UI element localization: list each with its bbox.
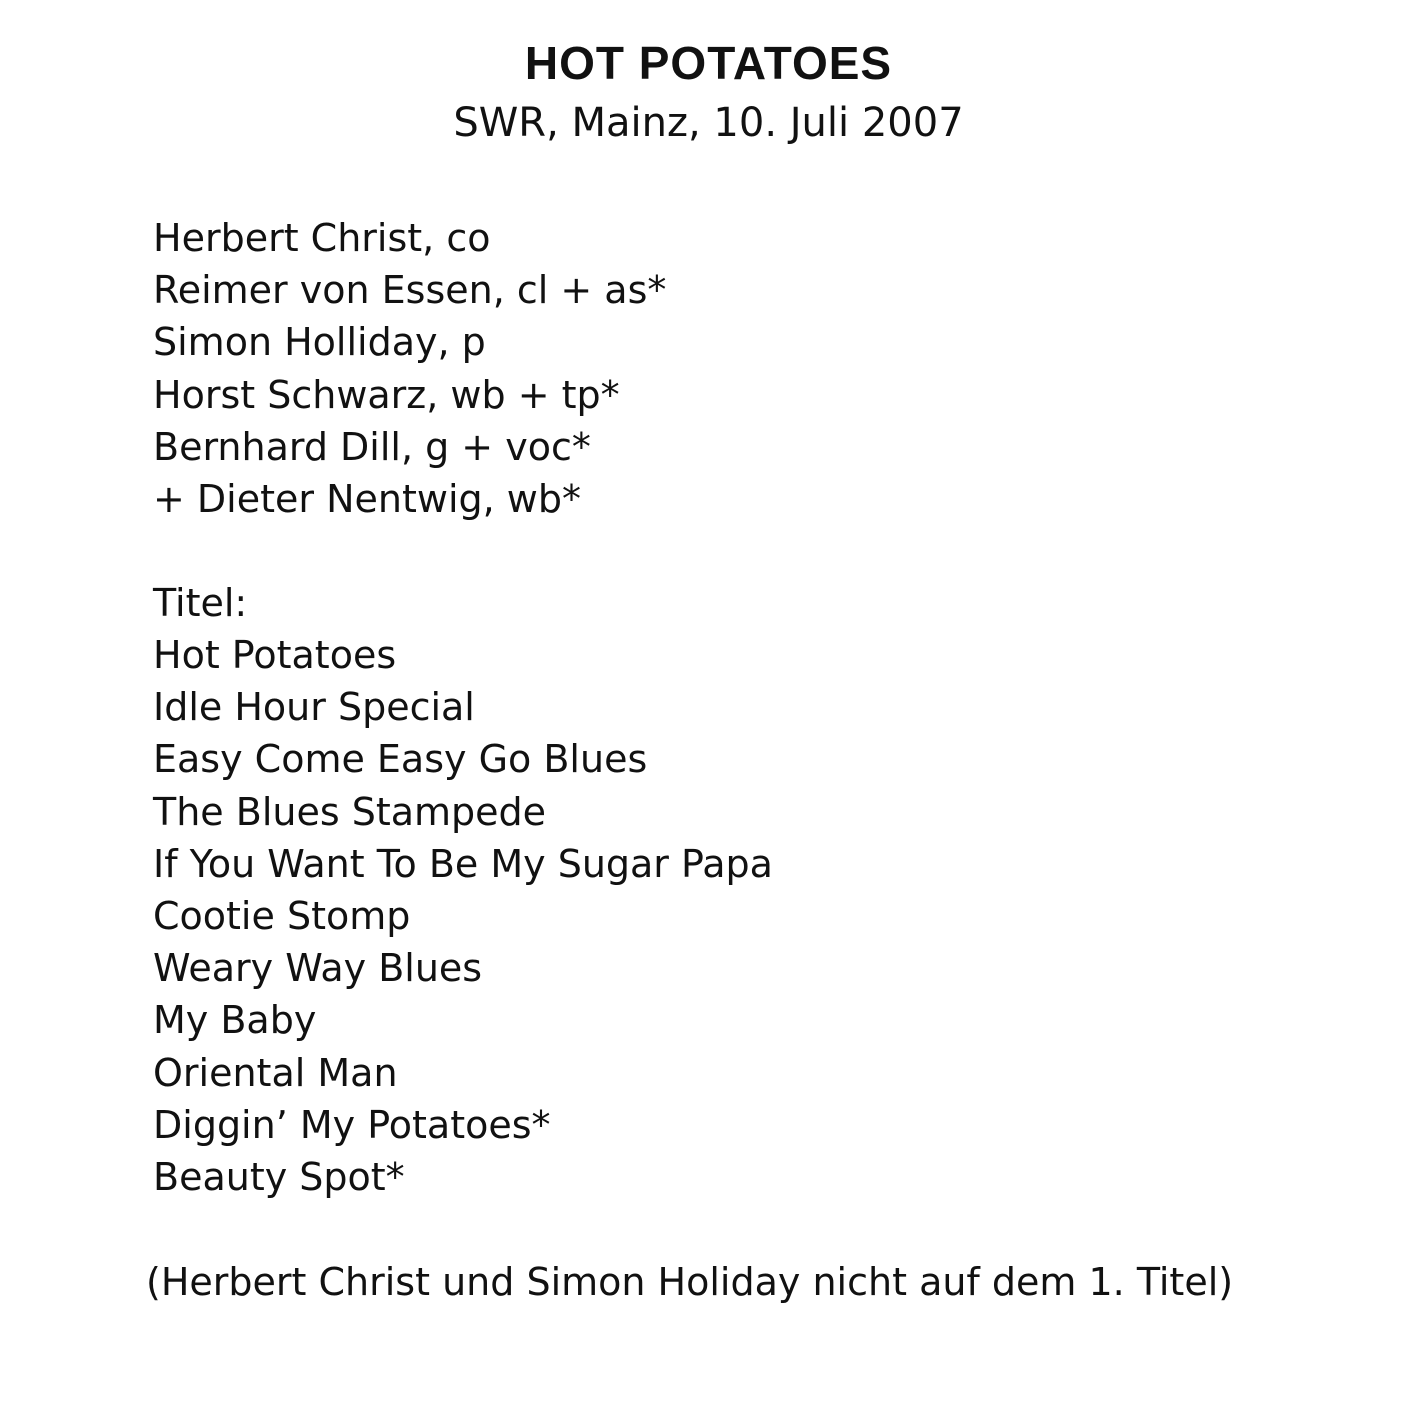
track-list bbox=[153, 629, 773, 1203]
track-item: Easy Come Easy Go Blues bbox=[153, 737, 648, 782]
musician-item: Horst Schwarz, wb + tp* bbox=[153, 372, 620, 417]
track-item: Beauty Spot* bbox=[153, 1155, 405, 1200]
session-subtitle: SWR, Mainz, 10. Juli 2007 bbox=[453, 100, 964, 146]
track-item: Diggin’ My Potatoes* bbox=[153, 1102, 551, 1147]
musician-item: Herbert Christ, co bbox=[153, 216, 491, 260]
footnote: (Herbert Christ und Simon Holiday nicht auf dem 1. Titel) bbox=[146, 1260, 1234, 1304]
musician-item: Reimer von Essen, cl + as* bbox=[153, 268, 667, 313]
musician-list bbox=[153, 212, 666, 525]
track-item: Oriental Man bbox=[153, 1050, 398, 1095]
page-title: HOT POTATOES bbox=[524, 37, 893, 89]
track-item: My Baby bbox=[153, 998, 317, 1043]
musician-item: + Dieter Nentwig, wb* bbox=[153, 477, 582, 522]
musician-item: Simon Holliday, p bbox=[153, 320, 486, 365]
track-item: Idle Hour Special bbox=[153, 685, 475, 730]
track-item: Hot Potatoes bbox=[153, 633, 397, 677]
track-item: Weary Way Blues bbox=[153, 946, 483, 991]
track-item: Cootie Stomp bbox=[153, 894, 411, 939]
titles-heading: Titel: bbox=[153, 581, 248, 625]
musician-item: Bernhard Dill, g + voc* bbox=[153, 424, 591, 469]
track-item: If You Want To Be My Sugar Papa bbox=[153, 841, 773, 886]
track-item: The Blues Stampede bbox=[153, 789, 547, 834]
